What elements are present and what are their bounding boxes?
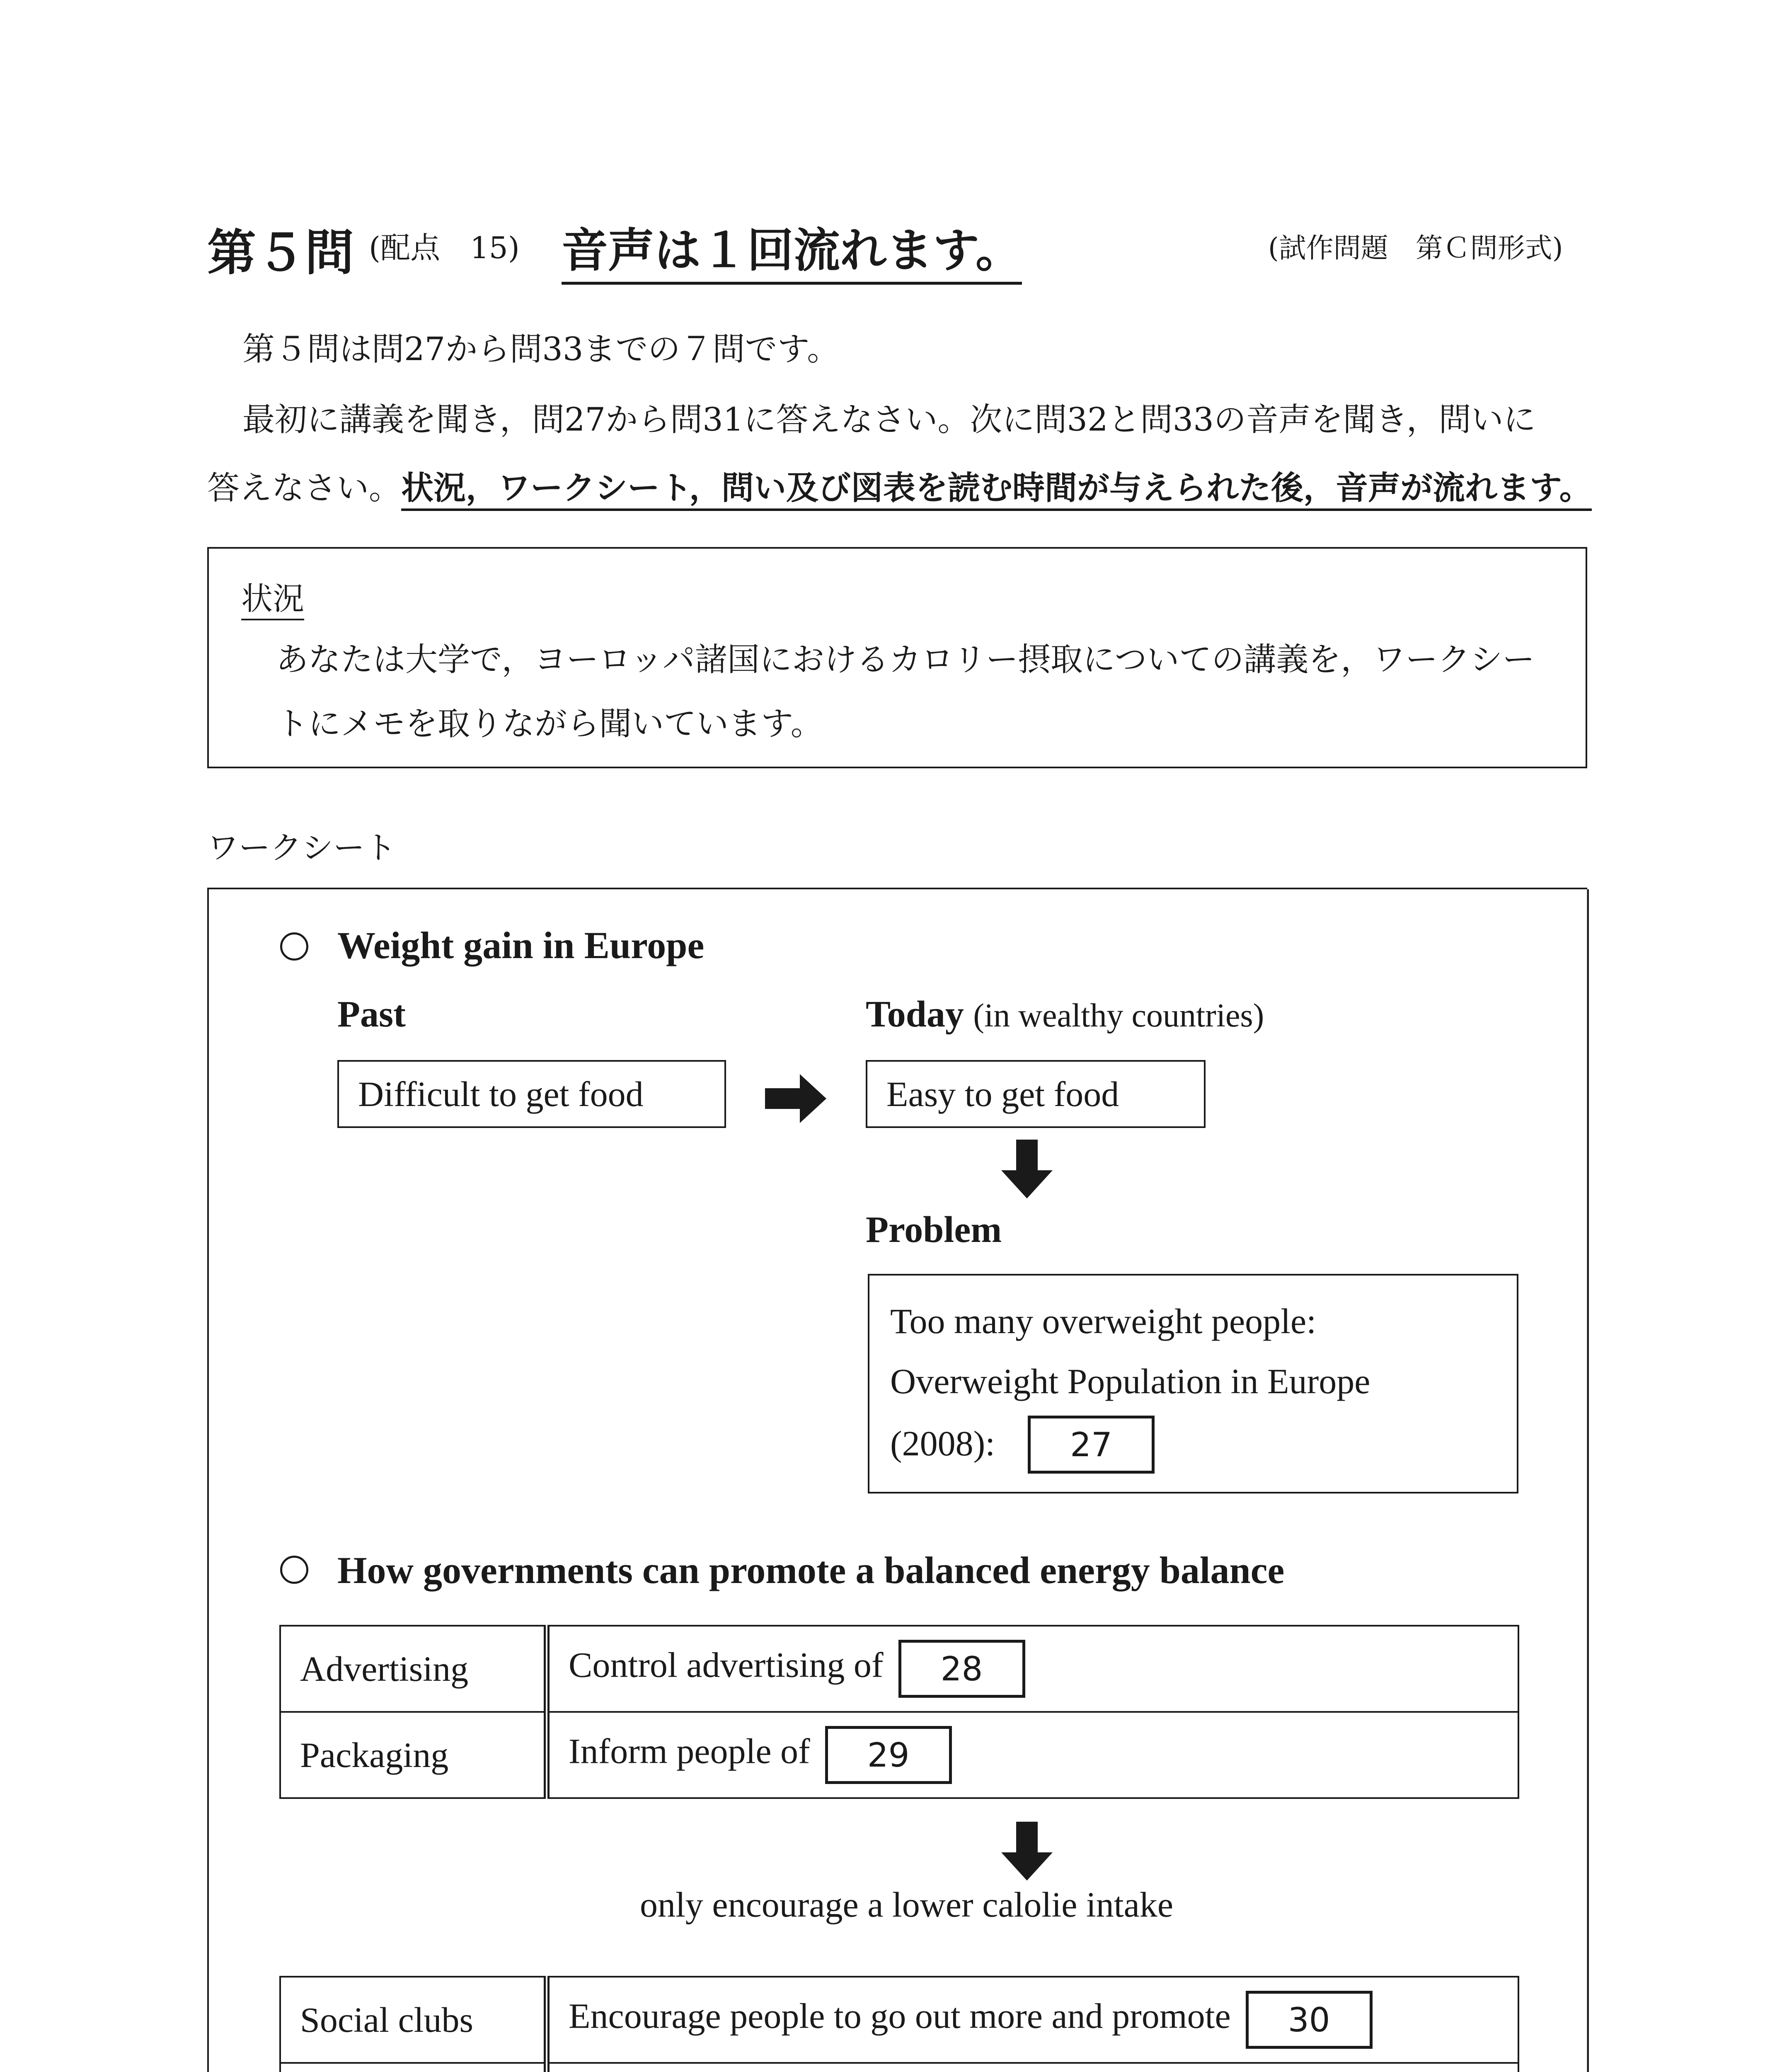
today-note: (in wealthy countries) bbox=[973, 997, 1264, 1034]
intro-line-2: 最初に講義を聞き，問27から問31に答えなさい。次に問32と問33の音声を聞き，問いに bbox=[242, 401, 1536, 438]
down-arrow-icon bbox=[1001, 1822, 1053, 1881]
situation-label: 状況 bbox=[241, 574, 304, 620]
section-2-title: How governments can promote a balanced energy balance bbox=[337, 1549, 1285, 1591]
past-label: Past bbox=[337, 994, 406, 1035]
table-cell-content bbox=[547, 2063, 1518, 2072]
situation-line-1: あなたは大学で，ヨーロッパ諸国におけるカロリー摂取についての講義を，ワークシー bbox=[276, 641, 1535, 678]
section-1-title: Weight gain in Europe bbox=[337, 924, 705, 966]
intro-line-3 bbox=[207, 462, 1592, 508]
section-bullet-icon bbox=[280, 932, 308, 961]
table-row bbox=[280, 1712, 1518, 1798]
problem-line-2: Overweight Population in Europe bbox=[890, 1361, 1370, 1401]
table-row bbox=[280, 2063, 1518, 2072]
problem-line-3: (2008): bbox=[890, 1423, 995, 1463]
table-cell-content bbox=[547, 1626, 1518, 1712]
past-box: Difficult to get food bbox=[337, 1060, 726, 1128]
question-title: 第５問 bbox=[207, 224, 354, 281]
table-cell-text: Inform people of bbox=[569, 1731, 810, 1771]
section-bullet-icon bbox=[280, 1556, 308, 1584]
worksheet-label: ワークシート bbox=[207, 829, 396, 866]
worksheet-box bbox=[207, 888, 1587, 2072]
answer-blank-29[interactable]: 29 bbox=[825, 1726, 952, 1784]
answer-blank-28[interactable]: 28 bbox=[898, 1640, 1025, 1698]
intro-line-3-plain: 答えなさい。 bbox=[207, 470, 402, 507]
today-box: Easy to get food bbox=[866, 1060, 1206, 1128]
problem-line-1: Too many overweight people: bbox=[890, 1301, 1317, 1341]
table-cell-text: Control advertising of bbox=[569, 1645, 884, 1685]
table-cell-content bbox=[547, 1712, 1518, 1798]
audio-note: 音声は１回流れます。 bbox=[562, 213, 1022, 285]
intro-line-1: 第５問は問27から問33までの７問です。 bbox=[242, 331, 840, 368]
problem-box bbox=[868, 1274, 1518, 1493]
down-arrow-icon bbox=[1001, 1140, 1053, 1198]
table-cell-label bbox=[280, 2063, 547, 2072]
middle-note: only encourage a lower calolie intake bbox=[640, 1885, 1174, 1924]
answer-blank-27[interactable]: 27 bbox=[1028, 1416, 1155, 1474]
table-row bbox=[280, 1626, 1518, 1712]
question-points: (配点 15) bbox=[369, 230, 520, 265]
table-row bbox=[280, 1977, 1518, 2063]
right-arrow-icon bbox=[765, 1074, 827, 1123]
situation-box bbox=[207, 547, 1587, 768]
today-heading bbox=[866, 993, 1264, 1036]
policy-table-1 bbox=[279, 1625, 1519, 1799]
table-cell-label: Social clubs bbox=[280, 1977, 547, 2063]
table-cell-label: Advertising bbox=[280, 1626, 547, 1712]
today-label: Today bbox=[866, 994, 964, 1035]
table-cell-content bbox=[547, 1977, 1518, 2063]
intro-line-3-underlined: 状況，ワークシート，問い及び図表を読む時間が与えられた後，音声が流れます。 bbox=[401, 470, 1592, 511]
situation-line-2: トにメモを取りながら聞いています。 bbox=[276, 705, 823, 743]
policy-table-2 bbox=[279, 1976, 1519, 2072]
format-note: (試作問題 第Ｃ問形式) bbox=[1268, 232, 1563, 264]
answer-blank-30[interactable]: 30 bbox=[1246, 1991, 1373, 2049]
problem-label: Problem bbox=[866, 1209, 1002, 1250]
table-cell-label: Packaging bbox=[280, 1712, 547, 1798]
table-cell-text: Encourage people to go out more and promote bbox=[569, 1996, 1231, 2036]
